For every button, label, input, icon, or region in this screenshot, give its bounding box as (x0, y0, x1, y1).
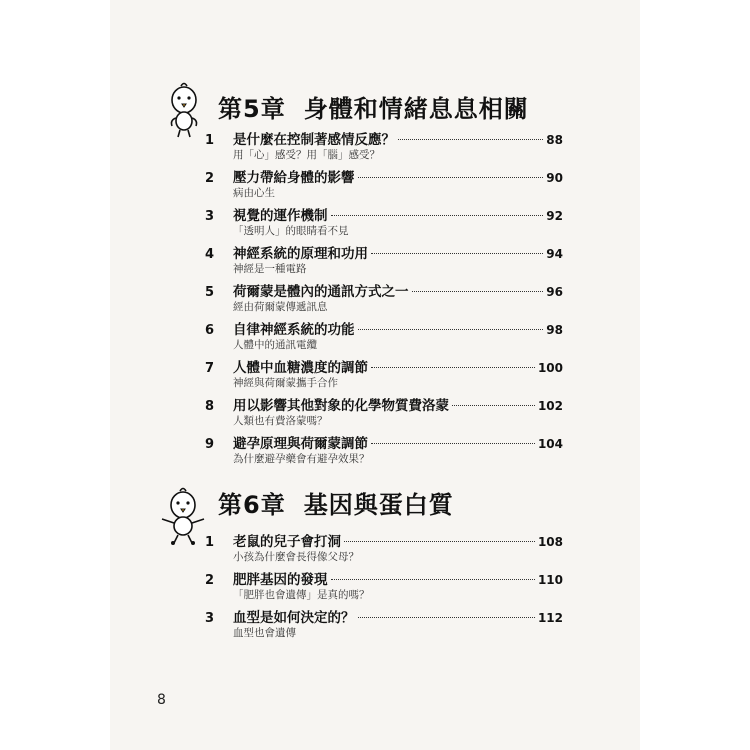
entry-subtitle: 「透明人」的眼睛看不見 (233, 225, 349, 237)
entry-number: 1 (205, 535, 215, 550)
dot-leader (452, 405, 535, 406)
toc-entry[interactable] (205, 530, 563, 566)
toc-entry[interactable] (205, 568, 563, 604)
entry-title: 神經系統的原理和功用 (233, 246, 368, 262)
entry-page: 92 (546, 209, 563, 223)
entry-subtitle: 經由荷爾蒙傳遞訊息 (233, 301, 328, 313)
dot-leader (358, 177, 544, 178)
entry-number: 6 (205, 323, 215, 338)
entry-page: 100 (537, 361, 563, 375)
toc-entry[interactable] (205, 242, 563, 278)
dot-leader (331, 215, 544, 216)
chick-mascot-icon (158, 485, 208, 547)
toc-entry[interactable] (205, 394, 563, 430)
chapter-6-heading (218, 482, 454, 522)
toc-entry[interactable] (205, 166, 563, 202)
entry-title: 肥胖基因的發現 (233, 572, 328, 588)
entry-number: 8 (205, 399, 215, 414)
toc-entry[interactable] (205, 318, 563, 354)
page-number: 8 (157, 692, 166, 708)
entry-number: 4 (205, 247, 215, 262)
dot-leader (398, 139, 543, 140)
entry-subtitle: 神經是一種電路 (233, 263, 307, 275)
entry-subtitle: 血型也會遺傳 (233, 627, 296, 639)
entry-subtitle: 人類也有費洛蒙嗎？ (233, 415, 328, 427)
entry-subtitle: 「肥胖也會遺傳」是真的嗎？ (233, 589, 370, 601)
entry-page: 110 (537, 573, 563, 587)
entry-number: 2 (205, 171, 215, 186)
entry-page: 94 (546, 247, 563, 261)
entry-title: 血型是如何決定的？ (233, 610, 355, 626)
entry-page: 104 (537, 437, 563, 451)
entry-subtitle: 神經與荷爾蒙攜手合作 (233, 377, 338, 389)
entry-number: 9 (205, 437, 215, 452)
entry-title: 用以影響其他對象的化學物質費洛蒙 (233, 398, 449, 414)
entry-subtitle: 人體中的通訊電纜 (233, 339, 317, 351)
entry-page: 96 (546, 285, 563, 299)
entry-number: 3 (205, 611, 215, 626)
entry-title: 視覺的運作機制 (233, 208, 328, 224)
toc-entry[interactable] (205, 432, 563, 468)
entry-number: 5 (205, 285, 215, 300)
entry-title: 自律神經系統的功能 (233, 322, 355, 338)
entry-number: 1 (205, 133, 215, 148)
entry-title: 壓力帶給身體的影響 (233, 170, 355, 186)
dot-leader (331, 579, 535, 580)
dot-leader (344, 541, 535, 542)
entry-title: 荷爾蒙是體內的通訊方式之一 (233, 284, 409, 300)
entry-page: 108 (537, 535, 563, 549)
entry-number: 7 (205, 361, 215, 376)
entry-subtitle: 用「心」感受？用「腦」感受？ (233, 149, 380, 161)
entry-title: 老鼠的兒子會打洞 (233, 534, 341, 550)
entry-subtitle: 為什麼避孕藥會有避孕效果？ (233, 453, 370, 465)
toc-entry[interactable] (205, 280, 563, 316)
chapter-number: 第5章 (218, 94, 286, 123)
dot-leader (412, 291, 544, 292)
chick-mascot-icon (163, 80, 205, 140)
chapter-number: 第6章 (218, 490, 286, 519)
entry-subtitle: 病由心生 (233, 187, 275, 199)
toc-entry[interactable] (205, 356, 563, 392)
dot-leader (371, 253, 543, 254)
entry-page: 90 (546, 171, 563, 185)
toc-entry[interactable] (205, 606, 563, 642)
dot-leader (358, 329, 544, 330)
chapter-title: 身體和情緒息息相關 (303, 94, 529, 123)
entry-page: 88 (546, 133, 563, 147)
chapter-title: 基因與蛋白質 (303, 490, 454, 519)
chapter-5-heading (218, 86, 529, 126)
entry-number: 2 (205, 573, 215, 588)
toc-entry[interactable] (205, 128, 563, 164)
entry-title: 避孕原理與荷爾蒙調節 (233, 436, 368, 452)
dot-leader (371, 443, 535, 444)
entry-number: 3 (205, 209, 215, 224)
toc-entry[interactable] (205, 204, 563, 240)
entry-page: 102 (537, 399, 563, 413)
entry-page: 98 (546, 323, 563, 337)
dot-leader (358, 617, 535, 618)
entry-title: 人體中血糖濃度的調節 (233, 360, 368, 376)
entry-subtitle: 小孩為什麼會長得像父母？ (233, 551, 359, 563)
dot-leader (371, 367, 535, 368)
entry-title: 是什麼在控制著感情反應？ (233, 132, 395, 148)
entry-page: 112 (537, 611, 563, 625)
